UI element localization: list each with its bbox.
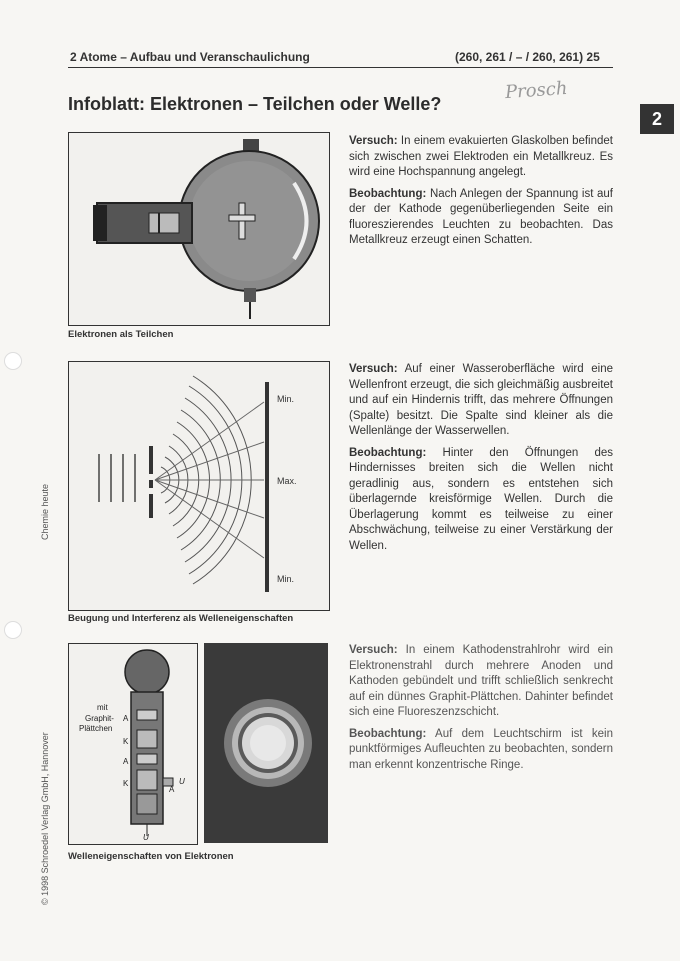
- beobachtung-text: Auf dem Leuchtschirm ist kein punktförmiges Aufleuchten zu beobachten, sondern man erkennt konzentrische Ringe.: [349, 727, 614, 771]
- figure-caption: Elektronen als Teilchen: [68, 329, 174, 340]
- figure-electron-tube: [68, 643, 198, 845]
- label-anode: A: [123, 714, 129, 723]
- figure-diffraction: [68, 361, 330, 611]
- beobachtung-label: Beobachtung:: [349, 446, 427, 459]
- versuch-paragraph: [349, 134, 613, 181]
- section-text-electron-waves: [349, 643, 613, 779]
- figure-cathode-tube: [68, 132, 330, 326]
- label-kathode: K: [123, 737, 129, 746]
- versuch-text: Auf einer Wasseroberfläche wird eine Wellenfront erzeugt, die sich gleichmäßig ausbreitet und auf ein Hindernis trifft, das mehrere Öffnungen (Spalte) besitzt. Die Spalte sind kleiner als die Wellenlänge der Wasserwellen.: [349, 363, 613, 437]
- figure-caption: Beugung und Interferenz als Welleneigenschaften: [68, 613, 294, 624]
- label-voltage: U: [143, 833, 149, 842]
- beobachtung-paragraph: [349, 187, 613, 249]
- punch-hole: [4, 621, 22, 639]
- label-min-top: Min.: [277, 394, 295, 404]
- label-graphit: Graphit-: [85, 714, 114, 723]
- rings-image: [204, 643, 328, 843]
- label-anode: A: [123, 757, 129, 766]
- beobachtung-text: Nach Anlegen der Spannung ist auf der der Kathode gegenüberliegenden Seite ein fluoreszierendes Leuchten zu beobachten. Das Metallkreuz erzeugt einen Schatten.: [349, 187, 613, 246]
- label-max: Max.: [277, 476, 297, 486]
- page-reference: (260, 261 / – / 260, 261) 25: [455, 50, 600, 64]
- label-min-bottom: Min.: [277, 574, 295, 584]
- diffraction-illustration: [69, 362, 329, 610]
- versuch-text: In einem evakuierten Glaskolben befindet sich zwischen zwei Elektroden ein Metallkreuz. Es wird eine Hochspannung angelegt.: [349, 135, 613, 178]
- beobachtung-text: Hinter den Öffnungen des Hindernisses breiten sich die Wellen nicht geradlinig aus, sondern es entstehen sich überlagernde kreisförmige Wellen. Durch die Überlagerung kommt es teilweise zu einer Abschwächung, teilweise zu einer Verstärkung der Wellen.: [349, 446, 613, 552]
- side-label-copyright: © 1998 Schroedel Verlag GmbH, Hannover: [40, 732, 50, 905]
- diffraction-rings-photo: [204, 643, 328, 843]
- versuch-label: Versuch:: [349, 363, 398, 375]
- versuch-label: Versuch:: [349, 644, 398, 656]
- beobachtung-label: Beobachtung:: [349, 727, 427, 740]
- beobachtung-label: Beobachtung:: [349, 187, 427, 200]
- beobachtung-paragraph: [349, 727, 613, 774]
- versuch-paragraph: [349, 362, 613, 440]
- handwritten-note: Prosch: [504, 77, 569, 104]
- punch-hole: [4, 352, 22, 370]
- versuch-paragraph: [349, 643, 613, 721]
- page-title: Infoblatt: Elektronen – Teilchen oder Welle?: [68, 94, 442, 114]
- section-text-waves: [349, 362, 613, 560]
- label-kathode: K: [123, 779, 129, 788]
- section-text-particles: [349, 134, 613, 255]
- beobachtung-paragraph: [349, 446, 613, 555]
- header-rule: [68, 67, 613, 68]
- label-plaettchen: Plättchen: [79, 724, 113, 733]
- figure-caption: Welleneigenschaften von Elektronen: [68, 851, 234, 862]
- versuch-label: Versuch:: [349, 135, 398, 147]
- chapter-tab: 2: [640, 104, 674, 134]
- side-label-publisher: Chemie heute: [40, 483, 50, 540]
- label-anode: A: [169, 785, 175, 794]
- cathode-tube-illustration: [69, 133, 329, 325]
- label-mit: mit: [97, 703, 108, 712]
- label-voltage: U: [179, 777, 185, 786]
- electron-tube-illustration: [69, 644, 197, 844]
- versuch-text: In einem Kathodenstrahlrohr wird ein Elektronenstrahl durch mehrere Anoden und Kathoden gebündelt und trifft schließlich senkrecht auf ein dünnes Graphit-Plättchen. Dahinter befindet sich eine Fluoreszenzschicht.: [349, 644, 614, 718]
- chapter-header: 2 Atome – Aufbau und Veranschaulichung: [70, 50, 310, 64]
